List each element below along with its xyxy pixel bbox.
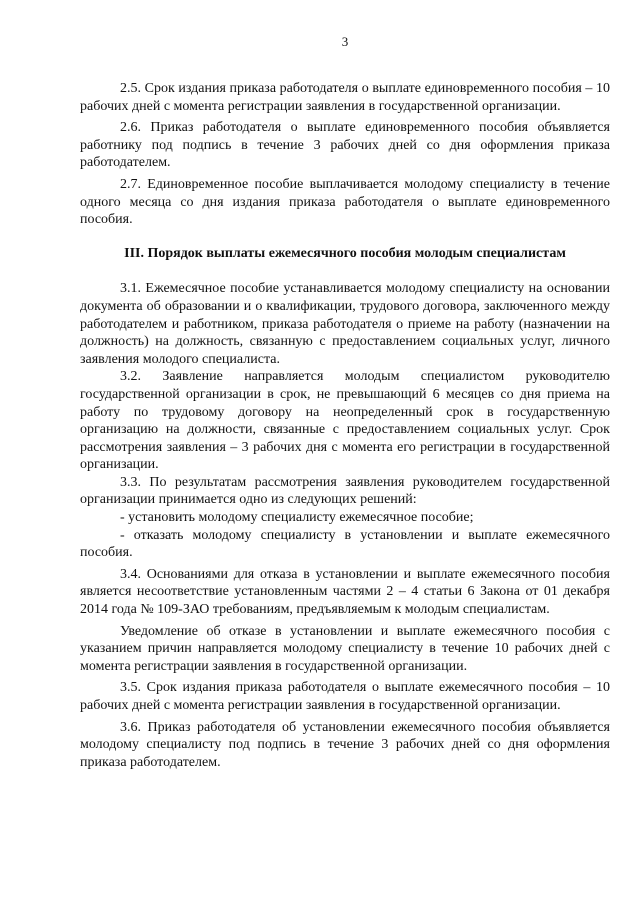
paragraph-refusal-notice: Уведомление об отказе в установлении и выплате ежемесячного пособия с указанием причин направляется молодому специалисту в течение 10 рабочих дней с момента регистрации заявления в государственной организации.: [80, 623, 610, 674]
paragraph-3-5: 3.5. Срок издания приказа работодателя о выплате ежемесячного пособия – 10 рабочих дней с момента регистрации заявления в государственной организации.: [80, 680, 610, 713]
paragraph-3-1: 3.1. Ежемесячное пособие устанавливается молодому специалисту на основании документа об образовании и о квалификации, трудового договора, заключенного между работодателем и работником, приказа работодателя о приеме на работу (назначении на должность) на должность, связанную с предоставлением социальных услуг, личного заявления молодого специалиста.: [80, 281, 610, 367]
list-item-establish: - установить молодому специалисту ежемесячное пособие;: [120, 510, 474, 526]
paragraph-3-4: 3.4. Основаниями для отказа в установлении и выплате ежемесячного пособия является несоответствие установленным частями 2 – 4 статьи 6 Закона от 01 декабря 2014 года № 109-ЗАО требованиям, предъявляемым к молодым специалистам.: [80, 566, 610, 618]
paragraph-3-2: 3.2. Заявление направляется молодым специалистом руководителю государственной организации в срок, не превышающий 6 месяцев со дня приема на работу по трудовому договору на неопределенный срок в государственную организацию на должности, связанные с предоставлением социальных услуг. Срок рассмотрения заявления – 3 рабочих дня с момента его регистрации в государственной организации.: [80, 369, 610, 473]
paragraph-2-5: 2.5. Срок издания приказа работодателя о выплате единовременного пособия – 10 рабочих дней с момента регистрации заявления в государственной организации.: [80, 81, 610, 114]
paragraph-3-3: 3.3. По результатам рассмотрения заявления руководителем государственной организации принимается одно из следующих решений:: [80, 474, 610, 508]
section-title: III. Порядок выплаты ежемесячного пособия молодым специалистам: [124, 245, 566, 261]
paragraph-2-7: 2.7. Единовременное пособие выплачивается молодому специалисту в течение одного месяца со дня издания приказа работодателя о выплате единовременного пособия.: [80, 176, 610, 228]
page-number: 3: [341, 34, 349, 49]
paragraph-2-6: 2.6. Приказ работодателя о выплате единовременного пособия объявляется работнику под подпись в течение 3 рабочих дней со дня оформления приказа работодателем.: [80, 120, 610, 171]
list-item-refuse: - отказать молодому специалисту в установлении и выплате ежемесячного пособия.: [80, 527, 610, 561]
paragraph-3-6: 3.6. Приказ работодателя об установлении ежемесячного пособия объявляется молодому специалисту под подпись в течение 3 рабочих дней со дня оформления приказа работодателем.: [80, 719, 610, 770]
